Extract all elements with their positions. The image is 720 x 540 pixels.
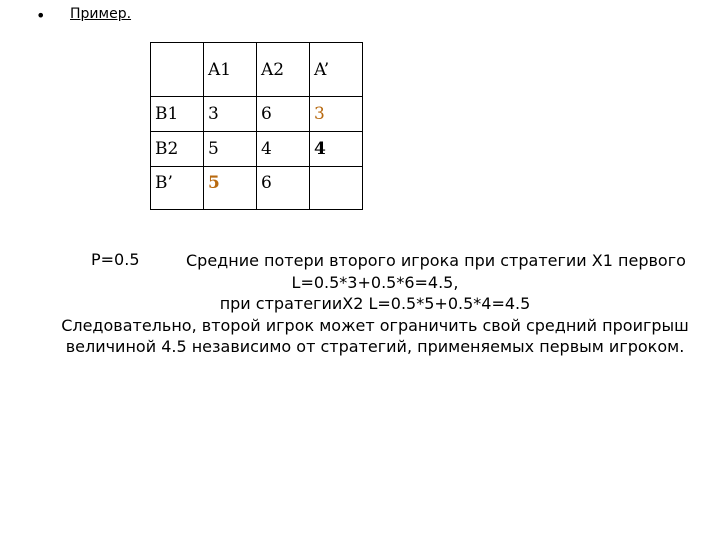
matrix-cell-bold: 4 <box>310 132 363 167</box>
matrix-header-a-prime: A’ <box>310 43 363 97</box>
matrix-cell-highlighted: 5 <box>204 167 257 210</box>
explanation-line-2: L=0.5*3+0.5*6=4.5, <box>291 272 459 292</box>
explanation-line-1: Средние потери второго игрока при стратегии Х1 первого <box>186 251 686 270</box>
bullet-point: • <box>36 6 46 25</box>
matrix-cell: 6 <box>257 167 310 210</box>
matrix-row-b2 <box>151 132 363 167</box>
explanation-text <box>40 250 710 358</box>
matrix-cell: 6 <box>257 97 310 132</box>
matrix-row-label: B’ <box>151 167 204 210</box>
matrix-header-row <box>151 43 363 97</box>
matrix-row-b-prime <box>151 167 363 210</box>
matrix-cell-empty <box>310 167 363 210</box>
explanation-line-5: величиной 4.5 независимо от стратегий, применяемых первым игроком. <box>65 337 685 356</box>
matrix-cell: 5 <box>204 132 257 167</box>
probability-label: P=0.5 <box>91 250 140 269</box>
matrix-header-a2: A2 <box>257 43 310 97</box>
matrix-corner-cell <box>151 43 204 97</box>
matrix-cell: 3 <box>204 97 257 132</box>
explanation-line-4: Следовательно, второй игрок может ограничить свой средний проигрыш <box>61 315 689 335</box>
matrix-row-b1 <box>151 97 363 132</box>
example-heading: Пример. <box>70 6 132 22</box>
matrix-row-label: B2 <box>151 132 204 167</box>
matrix-cell: 4 <box>257 132 310 167</box>
matrix-row-label: B1 <box>151 97 204 132</box>
payoff-matrix <box>150 42 363 210</box>
matrix-cell-highlighted: 3 <box>310 97 363 132</box>
explanation-line-3: при стратегииХ2 L=0.5*5+0.5*4=4.5 <box>219 294 531 313</box>
matrix-header-a1: A1 <box>204 43 257 97</box>
